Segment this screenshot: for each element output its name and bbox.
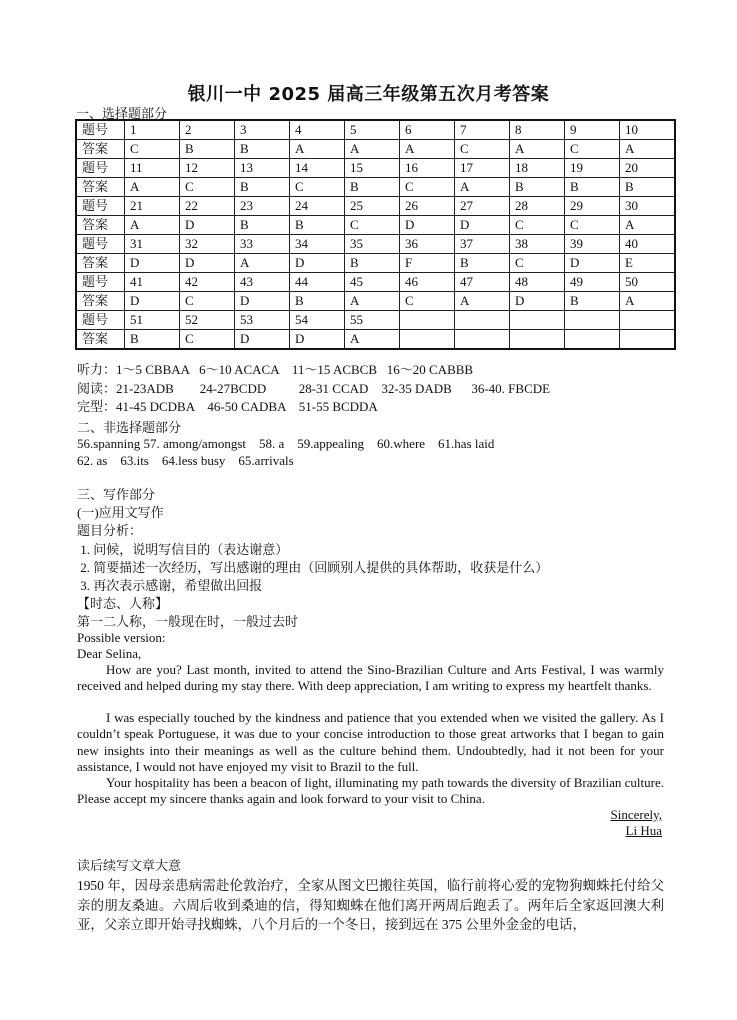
fill-answers-line-1: 56.spanning 57. among/amongst 58. a 59.appealing 60.where 61.has laid [77,436,495,451]
answer-cell: F [400,254,455,273]
answer-cell [455,330,510,350]
question-number-cell [565,311,620,330]
question-number-cell: 52 [180,311,235,330]
answer-cell: A [400,140,455,159]
answer-cell: A [345,292,400,311]
question-number-cell: 14 [290,159,345,178]
question-number-cell: 21 [125,197,180,216]
question-number-cell: 17 [455,159,510,178]
answer-cell: D [400,216,455,235]
question-number-cell: 6 [400,120,455,140]
question-number-cell [510,311,565,330]
question-number-cell: 13 [235,159,290,178]
question-number-cell: 47 [455,273,510,292]
answer-cell: C [455,140,510,159]
answer-cell [400,330,455,350]
answer-cell: A [345,140,400,159]
answer-cell [510,330,565,350]
continuation-heading: 读后续写文章大意 [77,858,182,873]
question-number-cell: 49 [565,273,620,292]
answer-cell: A [620,216,676,235]
question-number-cell: 46 [400,273,455,292]
section-heading-choice: 一、选择题部分 [76,106,168,121]
answer-cell: C [345,216,400,235]
answer-cell: D [180,216,235,235]
answer-cell: B [510,178,565,197]
question-number-cell [400,311,455,330]
question-number-cell: 35 [345,235,400,254]
answer-cell: B [565,178,620,197]
letter-paragraph: How are you? Last month, invited to attend the Sino-Brazilian Culture and Arts Festival, I was warmly received and helped during my stay there. With deep appreciation, I am writing to express my heartfelt thanks. [77,662,664,694]
letter-salutation: Dear Selina, [77,646,142,661]
answer-cell: D [290,254,345,273]
answer-cell: C [180,330,235,350]
answer-cell: B [290,216,345,235]
letter-paragraph: Your hospitality has been a beacon of light, illuminating my path towards the diversity of Brazilian culture. Please accept my sincere thanks again and look forward to your visit to China. [77,775,664,807]
answer-cell: C [180,178,235,197]
reading-answers: 阅读：21-23ADB 24-27BCDD 28-31 CCAD 32-35 DADB 36-40. FBCDE [77,381,551,396]
row-label: 题号 [76,159,125,178]
cloze-answers: 完型：41-45 DCDBA 46-50 CADBA 51-55 BCDDA [77,399,378,414]
question-number-cell: 43 [235,273,290,292]
analysis-point: 1. 问候，说明写信目的（表达谢意） [77,542,289,557]
question-number-cell: 12 [180,159,235,178]
answer-cell: B [565,292,620,311]
analysis-point: 2. 简要描述一次经历，写出感谢的理由（回顾别人提供的具体帮助，收获是什么） [77,560,549,575]
answer-cell: A [455,178,510,197]
question-number-cell: 4 [290,120,345,140]
answer-cell: B [125,330,180,350]
answer-cell: C [125,140,180,159]
question-number-cell: 5 [345,120,400,140]
answer-cell: A [510,140,565,159]
answer-cell: D [180,254,235,273]
answer-cell: C [565,216,620,235]
tense-label: 【时态、人称】 [77,596,169,611]
question-number-cell: 29 [565,197,620,216]
answer-cell: A [125,216,180,235]
answer-cell: B [620,178,676,197]
question-number-cell: 22 [180,197,235,216]
answer-row [76,216,675,235]
answer-cell: C [400,292,455,311]
question-number-cell: 34 [290,235,345,254]
answer-row [76,178,675,197]
answer-cell: A [235,254,290,273]
row-label: 答案 [76,140,125,159]
question-number-cell: 23 [235,197,290,216]
analysis-label: 题目分析： [77,523,143,538]
question-number-cell: 11 [125,159,180,178]
question-number-cell: 16 [400,159,455,178]
question-number-cell: 36 [400,235,455,254]
question-number-cell: 51 [125,311,180,330]
question-number-cell: 54 [290,311,345,330]
row-label: 答案 [76,254,125,273]
question-number-cell: 8 [510,120,565,140]
answer-cell: D [235,292,290,311]
question-number-cell: 48 [510,273,565,292]
question-number-cell: 33 [235,235,290,254]
question-number-cell: 38 [510,235,565,254]
answer-cell: A [620,292,676,311]
question-number-row [76,311,675,330]
question-number-cell: 40 [620,235,676,254]
question-number-row [76,235,675,254]
row-label: 答案 [76,330,125,350]
row-label: 题号 [76,235,125,254]
possible-version-label: Possible version: [77,630,166,645]
question-number-cell: 50 [620,273,676,292]
section-heading-writing: 三、写作部分 [77,487,156,502]
question-number-cell: 28 [510,197,565,216]
question-number-cell: 32 [180,235,235,254]
section-heading-non-choice: 二、非选择题部分 [77,420,182,435]
row-label: 题号 [76,197,125,216]
question-number-cell: 55 [345,311,400,330]
answer-cell: D [235,330,290,350]
answer-cell: D [290,330,345,350]
answer-cell [565,330,620,350]
answer-cell: C [565,140,620,159]
answer-cell: D [455,216,510,235]
question-number-cell: 2 [180,120,235,140]
question-number-cell: 27 [455,197,510,216]
subsection-practical-writing: (一)应用文写作 [77,505,164,520]
answer-cell: B [180,140,235,159]
question-number-cell: 19 [565,159,620,178]
question-number-cell: 7 [455,120,510,140]
answer-cell [620,330,676,350]
answer-cell: B [345,254,400,273]
row-label: 答案 [76,178,125,197]
tense-text: 第一二人称，一般现在时，一般过去时 [77,614,299,629]
answer-cell: A [290,140,345,159]
question-number-cell: 37 [455,235,510,254]
row-label: 题号 [76,273,125,292]
question-number-cell: 1 [125,120,180,140]
question-number-cell: 18 [510,159,565,178]
answer-row [76,140,675,159]
question-number-cell: 30 [620,197,676,216]
answer-cell: D [125,292,180,311]
fill-answers-line-2: 62. as 63.its 64.less busy 65.arrivals [77,453,294,468]
answer-cell: C [510,254,565,273]
question-number-cell: 44 [290,273,345,292]
letter-paragraph: I was especially touched by the kindness and patience that you extended when we visited the gallery. As I couldn’t speak Portuguese, it was due to your concise introduction to those great artworks that I began to gain new insights into their meanings as well as the culture behind them. Undoubtedly, had it not been for your assistance, I would not have enjoyed my visit to Brazil to the full. [77,710,664,775]
answer-cell: A [125,178,180,197]
answer-table [75,119,676,350]
answer-cell: A [345,330,400,350]
row-label: 答案 [76,216,125,235]
answer-row [76,330,675,350]
answer-row [76,292,675,311]
question-number-cell: 39 [565,235,620,254]
question-number-cell [455,311,510,330]
answer-cell: E [620,254,676,273]
answer-cell: C [510,216,565,235]
question-number-cell: 45 [345,273,400,292]
question-number-cell: 3 [235,120,290,140]
row-label: 答案 [76,292,125,311]
row-label: 题号 [76,120,125,140]
question-number-cell: 9 [565,120,620,140]
answer-cell: D [125,254,180,273]
question-number-row [76,197,675,216]
listening-answers: 听力：1～5 CBBAA 6～10 ACACA 11～15 ACBCB 16～20 CABBB [77,362,474,377]
letter-signature: Li Hua [625,823,662,838]
answer-cell: C [400,178,455,197]
question-number-cell [620,311,676,330]
question-number-cell: 41 [125,273,180,292]
analysis-point: 3. 再次表示感谢，希望做出回报 [77,578,263,593]
question-number-cell: 20 [620,159,676,178]
answer-cell: C [290,178,345,197]
answer-cell: A [455,292,510,311]
question-number-cell: 15 [345,159,400,178]
answer-row [76,254,675,273]
answer-cell: D [510,292,565,311]
question-number-cell: 42 [180,273,235,292]
question-number-cell: 25 [345,197,400,216]
question-number-cell: 31 [125,235,180,254]
answer-cell: B [455,254,510,273]
continuation-summary: 1950 年，因母亲患病需赴伦敦治疗，全家从图文巴搬往英国，临行前将心爱的宠物狗蜘蛛托付给父亲的朋友桑迪。六周后收到桑迪的信，得知蜘蛛在他们离开两周后跑丢了。两年后全家返回澳大利亚，父亲立即开始寻找蜘蛛，八个月后的一个冬日，接到远在 375 公里外金金的电话， [77,878,664,932]
letter-closing: Sincerely, [610,807,662,822]
answer-cell: D [565,254,620,273]
question-number-row [76,159,675,178]
answer-cell: C [180,292,235,311]
document-title: 银川一中 2025 届高三年级第五次月考答案 [187,84,550,105]
answer-cell: B [235,216,290,235]
question-number-cell: 53 [235,311,290,330]
answer-cell: B [235,178,290,197]
answer-cell: B [290,292,345,311]
question-number-cell: 26 [400,197,455,216]
answer-cell: B [235,140,290,159]
question-number-cell: 10 [620,120,676,140]
question-number-cell: 24 [290,197,345,216]
row-label: 题号 [76,311,125,330]
question-number-row [76,273,675,292]
answer-cell: B [345,178,400,197]
answer-cell: A [620,140,676,159]
question-number-row [76,120,675,140]
